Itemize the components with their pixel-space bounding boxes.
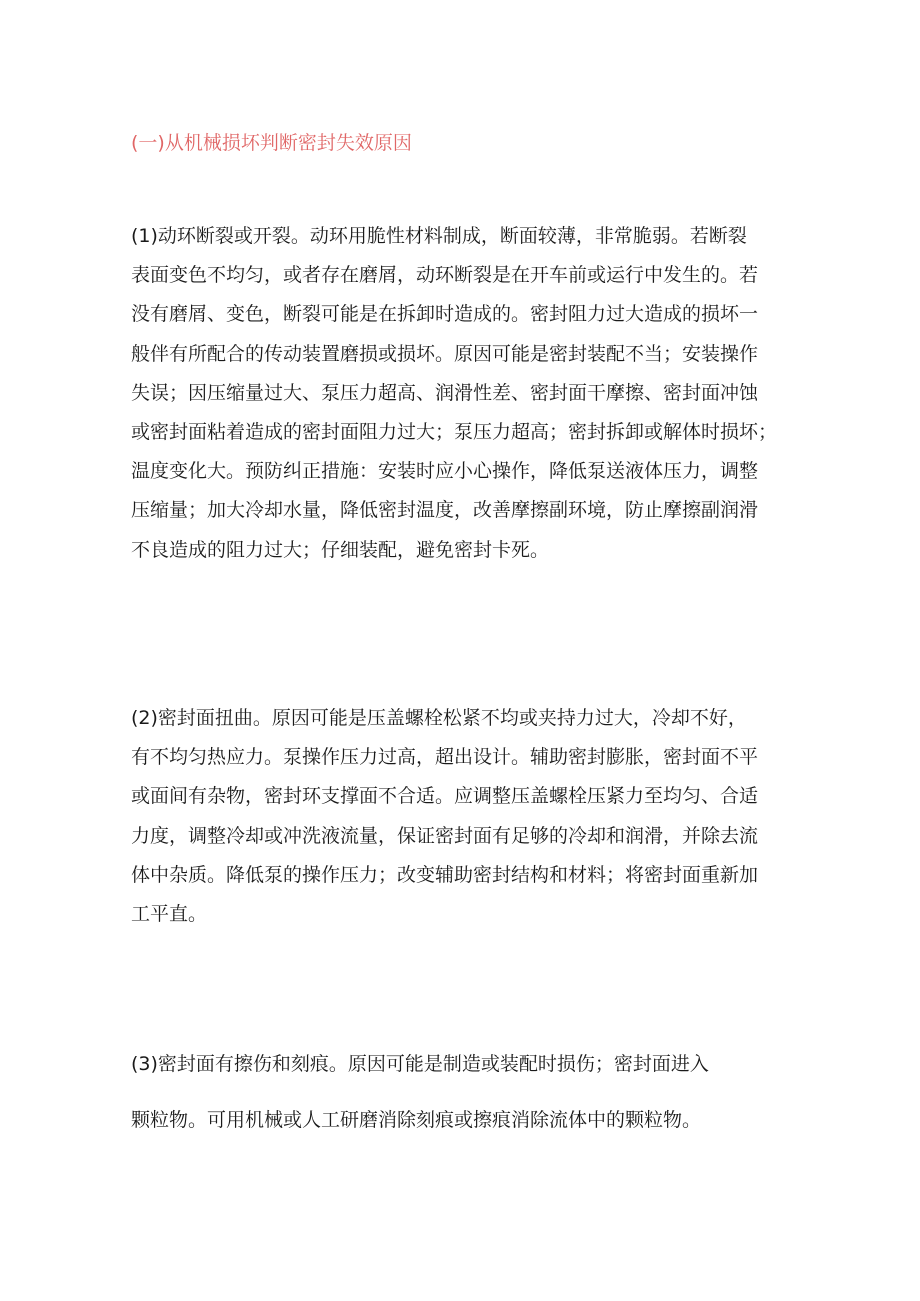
text-line: 或面间有杂物，密封环支撑面不合适。应调整压盖螺栓压紧力至均匀、合适 (131, 785, 759, 808)
text-line: (1)动环断裂或开裂。动环用脆性材料制成，断面较薄，非常脆弱。若断裂 (131, 225, 747, 247)
text-line: 体中杂质。降低泵的操作压力；改变辅助密封结构和材料；将密封面重新加 (131, 863, 759, 886)
text-line: 般伴有所配合的传动装置磨损或损坏。原因可能是密封装配不当；安装操作 (131, 342, 759, 365)
text-line: 或密封面粘着造成的密封面阻力过大；泵压力超高；密封拆卸或解体时损坏； (131, 420, 778, 443)
paragraph-2 (131, 699, 796, 934)
text-line: 温度变化大。预防纠正措施：安装时应小心操作，降低泵送液体压力，调整 (131, 460, 759, 483)
paragraph-3 (131, 1045, 796, 1157)
text-line: 不良造成的阻力过大；仔细装配，避免密封卡死。 (131, 538, 550, 561)
section-heading: (一)从机械损坏判断密封失效原因 (131, 132, 412, 154)
text-line: 压缩量；加大冷却水量，降低密封温度，改善摩擦副环境，防止摩擦副润滑 (131, 499, 759, 522)
text-line: 有不均匀热应力。泵操作压力过高，超出设计。辅助密封膨胀，密封面不平 (131, 746, 759, 769)
text-line: 力度，调整冷却或冲洗液流量，保证密封面有足够的冷却和润滑，并除去流 (131, 824, 759, 847)
text-line: 工平直。 (131, 902, 208, 925)
text-line: 颗粒物。可用机械或人工研磨消除刻痕或擦痕消除流体中的颗粒物。 (131, 1109, 702, 1131)
paragraph-1 (131, 217, 796, 570)
text-line: 没有磨屑、变色，断裂可能是在拆卸时造成的。密封阻力过大造成的损坏一 (131, 303, 759, 326)
text-line: 失误；因压缩量过大、泵压力超高、润滑性差、密封面干摩擦、密封面冲蚀 (131, 381, 759, 404)
text-line: 表面变色不均匀，或者存在磨屑，动环断裂是在开车前或运行中发生的。若 (131, 264, 759, 287)
text-line: (3)密封面有擦伤和刻痕。原因可能是制造或装配时损伤；密封面进入 (131, 1053, 709, 1075)
text-line: (2)密封面扭曲。原因可能是压盖螺栓松紧不均或夹持力过大，冷却不好， (131, 707, 747, 729)
